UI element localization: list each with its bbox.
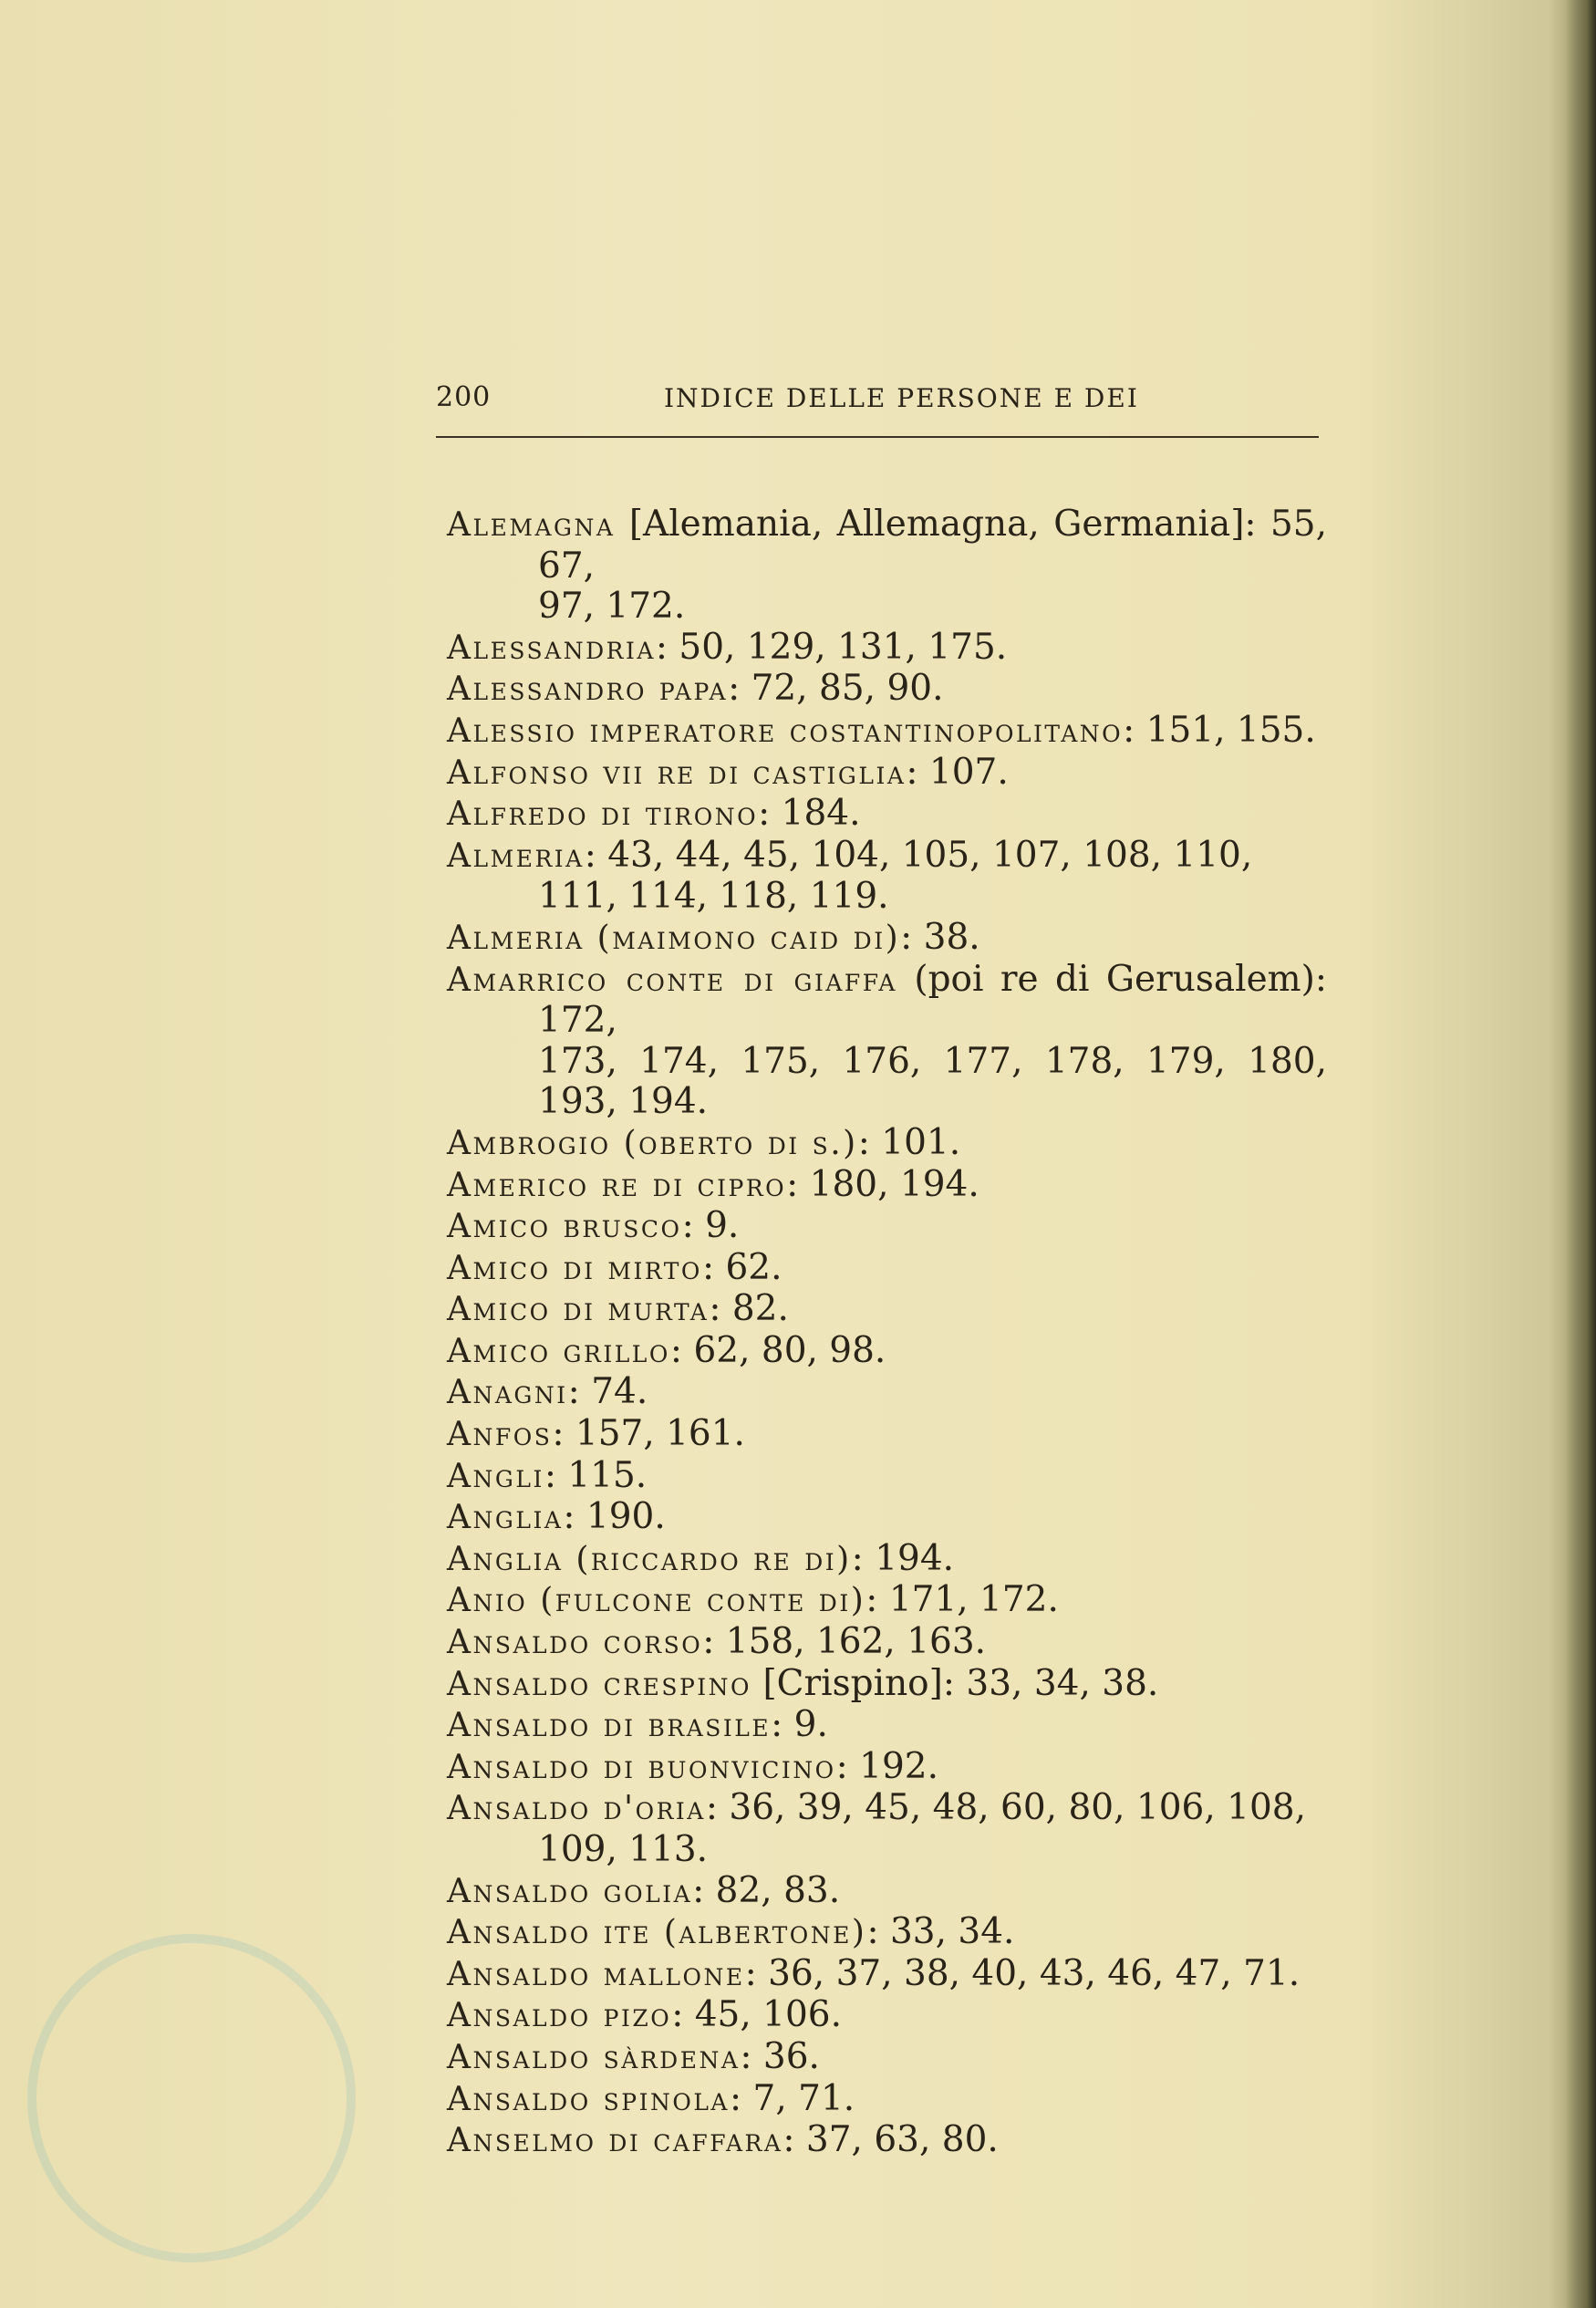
entry-name: Anio (fulcone conte di) (447, 1582, 866, 1620)
entry-name: Amico di mirto (447, 1249, 702, 1287)
index-entry (447, 711, 1327, 753)
entry-references: : 62, 80, 98. (669, 1329, 886, 1371)
entry-name: Anfos (447, 1416, 553, 1454)
entry-references: : 9. (771, 1704, 828, 1746)
entry-references: : 36, 39, 45, 48, 60, 80, 106, 108, 109, 113. (538, 1787, 1306, 1870)
page-number: 200 (436, 381, 492, 413)
entry-name: Ansaldo golia (447, 1872, 693, 1910)
index-entry (447, 1871, 1327, 1913)
entry-references: (poi re di Gerusalem): 172, (538, 958, 1327, 1042)
entry-name: Ansaldo pizo (447, 1997, 672, 2035)
index-entry (447, 1912, 1327, 1954)
index-entry (447, 1705, 1327, 1747)
entry-name: Alessandria (447, 629, 656, 667)
entry-references: : 43, 44, 45, 104, 105, 107, 108, 110, 111, 114, 118, 119. (538, 834, 1253, 918)
index-entry (447, 1747, 1327, 1789)
entry-name: Anselmo di caffara (447, 2122, 783, 2160)
entry-references: : 107. (906, 751, 1009, 793)
entry-references: : 192. (835, 1745, 938, 1787)
entry-references: : 37, 63, 80. (782, 2119, 999, 2161)
entry-name: Ansaldo spinola (447, 2080, 730, 2118)
entry-name: Anglia (riccardo re di) (447, 1540, 852, 1578)
entry-references: [Crispino]: 33, 34, 38. (751, 1662, 1159, 1704)
entry-references: : 74. (567, 1371, 648, 1413)
entry-continuation: 173, 174, 175, 176, 177, 178, 179, 180, 193, 194. (538, 1040, 1327, 1123)
entry-references: : 38. (900, 916, 980, 958)
entry-name: Amico grillo (447, 1332, 670, 1370)
entry-references: : 194. (851, 1537, 955, 1579)
entry-name: Ansaldo sàrdena (447, 2038, 741, 2076)
index-entry (447, 504, 1327, 628)
entry-references: : 184. (758, 793, 861, 835)
entry-name: Almeria (447, 837, 585, 875)
index-entry (447, 918, 1327, 960)
index-entry (447, 1372, 1327, 1414)
index-entry (447, 794, 1327, 836)
entry-references: : 9. (681, 1205, 740, 1247)
entry-name: Ansaldo crespino (447, 1665, 752, 1703)
entry-name: Ansaldo di brasile (447, 1707, 772, 1745)
entry-name: Anagni (447, 1374, 568, 1412)
entry-name: Ansaldo d'oria (447, 1790, 706, 1828)
index-entry (447, 2079, 1327, 2121)
index-entry (447, 1622, 1327, 1664)
entry-name: Almeria (maimono caid di) (447, 919, 901, 957)
index-entry (447, 1165, 1327, 1207)
entry-name: Amarrico conte di giaffa (447, 961, 897, 999)
entry-references: : 190. (563, 1496, 666, 1538)
entry-references: : 115. (544, 1454, 648, 1496)
index-entry (447, 1289, 1327, 1331)
entry-references: : 33, 34. (866, 1911, 1015, 1953)
entry-references: : 45, 106. (671, 1994, 842, 2036)
index-entry (447, 2037, 1327, 2079)
entry-references: : 72, 85, 90. (728, 668, 944, 710)
entry-references: : 82, 83. (692, 1869, 841, 1911)
entry-references: : 171, 172. (865, 1579, 1059, 1621)
index-entry (447, 1123, 1327, 1165)
index-entry (447, 2120, 1327, 2162)
page-header (436, 381, 1319, 438)
entry-references: : 36. (740, 2035, 820, 2077)
entry-name: Amico brusco (447, 1208, 682, 1246)
entry-name: Amico di murta (447, 1291, 710, 1329)
index-entry (447, 1497, 1327, 1539)
entry-references: : 151, 155. (1123, 709, 1316, 751)
entry-name: Alfredo di tirono (447, 795, 759, 834)
faded-library-stamp (27, 1934, 356, 2262)
index-entry (447, 753, 1327, 795)
entry-references: : 7, 71. (730, 2077, 855, 2119)
entry-references: [Alemania, Allemagna, Germania]: 55, 67, (538, 504, 1327, 587)
entry-references: : 101. (857, 1121, 961, 1163)
index-entry (447, 1954, 1327, 1996)
entry-name: Anglia (447, 1499, 564, 1537)
entry-name: Alessio imperatore costantinopolitano (447, 712, 1124, 750)
entry-references: : 36, 37, 38, 40, 43, 46, 47, 71. (744, 1952, 1301, 1994)
entry-name: Alemagna (447, 506, 616, 544)
index-entry (447, 628, 1327, 670)
index-entry (447, 1414, 1327, 1456)
index-entries (447, 504, 1327, 2162)
index-entry (447, 1788, 1327, 1870)
entry-name: Ansaldo corso (447, 1624, 703, 1662)
page-edge-shadow (1565, 0, 1596, 2308)
index-entry (447, 1206, 1327, 1248)
index-entry (447, 1664, 1327, 1706)
index-entry (447, 1995, 1327, 2037)
entry-name: Ansaldo mallone (447, 1955, 745, 1993)
index-entry (447, 960, 1327, 1123)
index-entry (447, 669, 1327, 711)
entry-references: : 62. (701, 1246, 782, 1288)
entry-references: : 82. (709, 1288, 789, 1330)
index-entry (447, 1248, 1327, 1290)
entry-references: : 50, 129, 131, 175. (655, 626, 1008, 668)
index-entry (447, 1580, 1327, 1622)
entry-name: Angli (447, 1457, 544, 1495)
index-entry (447, 1331, 1327, 1373)
entry-name: Ambrogio (oberto di s.) (447, 1124, 858, 1162)
entry-references: : 158, 162, 163. (702, 1621, 987, 1663)
entry-references: : 180, 194. (786, 1163, 979, 1205)
entry-references: : 157, 161. (552, 1413, 745, 1455)
entry-continuation: 97, 172. (538, 586, 686, 628)
entry-name: Alessandro papa (447, 671, 729, 709)
entry-name: Ansaldo di buonvicino (447, 1748, 836, 1786)
entry-name: Alfonso vii re di castiglia (447, 754, 907, 792)
index-entry (447, 1456, 1327, 1498)
entry-name: Americo re di cipro (447, 1166, 787, 1204)
index-entry (447, 836, 1327, 918)
running-title: INDICE DELLE PERSONE E DEI (664, 383, 1139, 413)
entry-name: Ansaldo ite (albertone) (447, 1914, 867, 1952)
index-entry (447, 1539, 1327, 1581)
